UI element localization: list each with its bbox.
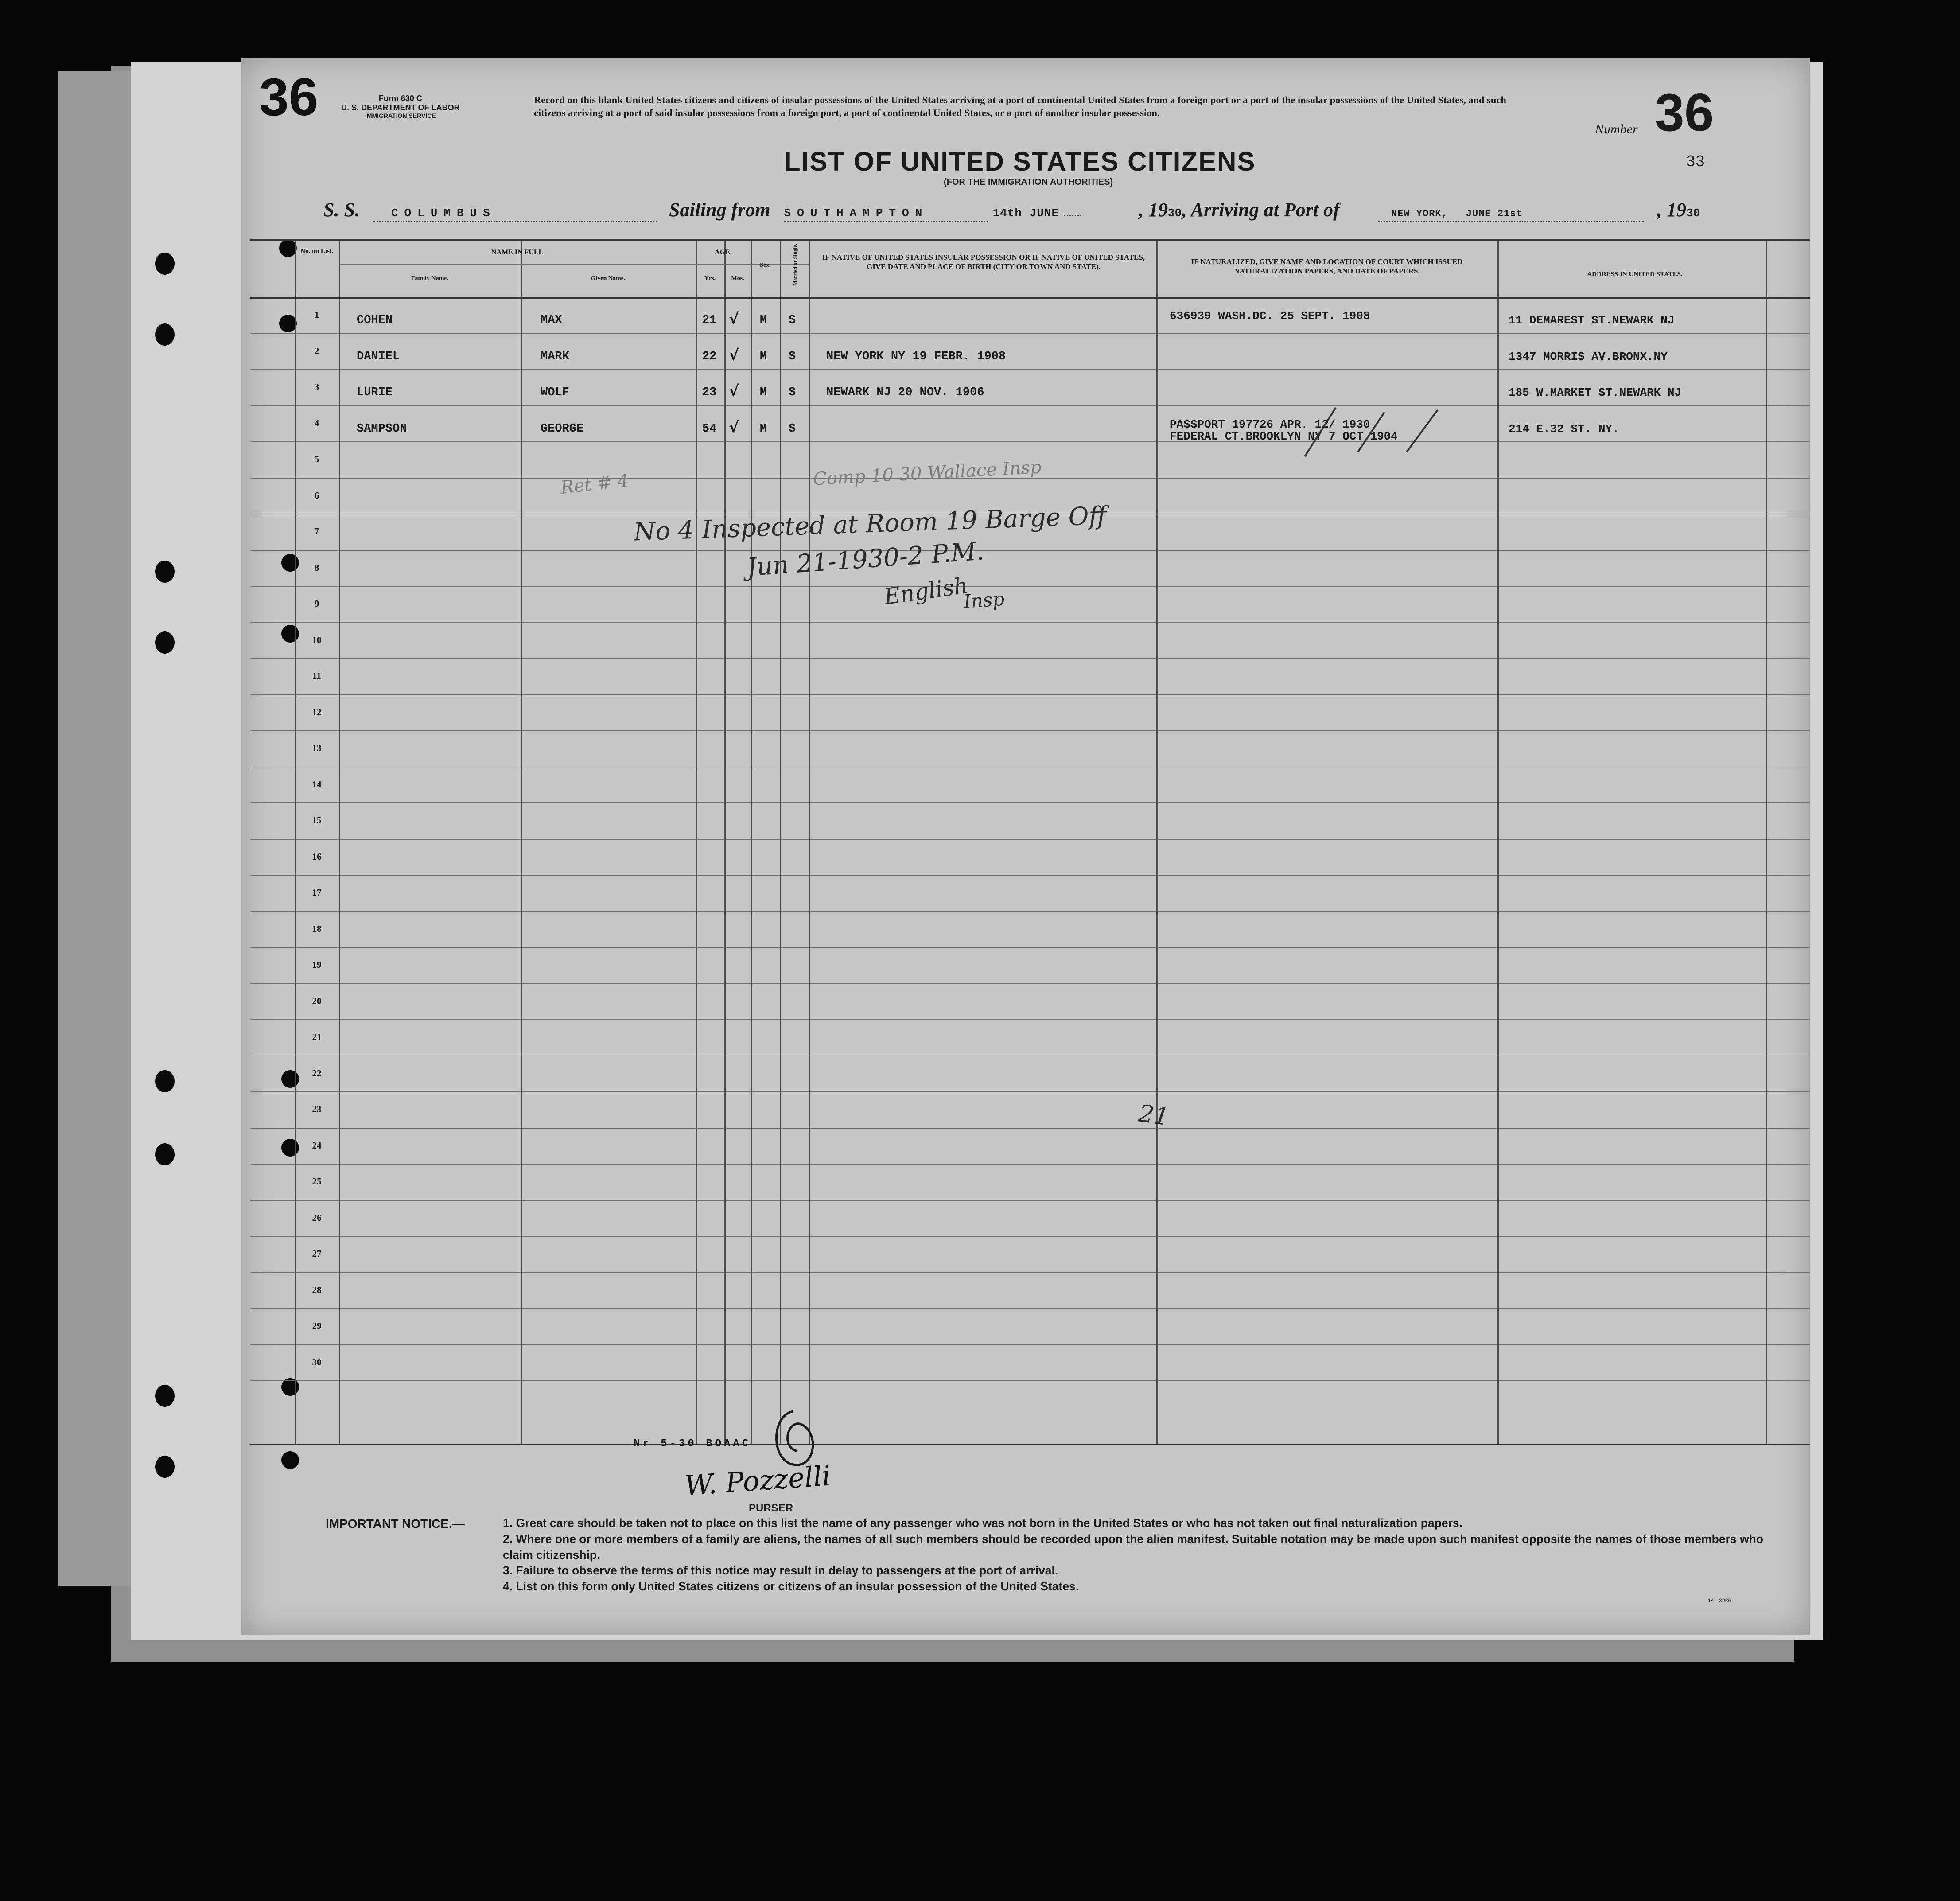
- col-divider: [751, 239, 752, 1445]
- age-years: 22: [702, 350, 717, 363]
- birth-info: NEW YORK NY 19 FEBR. 1908: [826, 350, 1006, 363]
- family-name: SAMPSON: [357, 422, 407, 436]
- row-number: 26: [312, 1212, 322, 1223]
- col-header-age: AGE.: [715, 249, 732, 256]
- arriving-year: 30: [1686, 206, 1700, 220]
- row-number: 1: [314, 309, 319, 320]
- row-divider: [250, 983, 1810, 984]
- row-divider: [250, 369, 1810, 370]
- sailing-year: 30: [1168, 206, 1182, 220]
- given-name: MAX: [541, 314, 562, 327]
- row-number: 2: [314, 345, 319, 356]
- col-header-married: Married or Single.: [792, 244, 798, 286]
- table-top-border: [250, 239, 1810, 241]
- table-bottom-border: [250, 1444, 1810, 1445]
- col-divider: [696, 239, 697, 1445]
- age-months: √: [729, 418, 739, 436]
- row-number: 15: [312, 815, 322, 826]
- row-divider: [250, 1344, 1810, 1345]
- row-number: 19: [312, 959, 322, 970]
- row-divider: [250, 694, 1810, 695]
- col-header-birth: IF NATIVE OF UNITED STATES INSULAR POSSESSION OR IF NATIVE OF UNITED STATES, GIVE DATE AND PLACE OF BIRTH (CITY OR TOWN AND STATE).: [822, 253, 1145, 271]
- sailing-port: SOUTHAMPTON: [784, 206, 929, 220]
- sailing-line: [669, 199, 1081, 222]
- naturalization-info-2: FEDERAL CT.BROOKLYN NY 7 OCT.1904: [1170, 429, 1398, 443]
- marital-status: S: [789, 386, 796, 399]
- subheader-line: [339, 264, 809, 265]
- sex: M: [760, 314, 767, 327]
- given-name: GEORGE: [541, 422, 584, 436]
- stamp-code: Nr 5-30 BOAAC: [634, 1438, 751, 1450]
- col-header-given: Given Name.: [591, 275, 626, 282]
- family-name: DANIEL: [357, 350, 400, 363]
- row-number: 5: [314, 454, 319, 464]
- age-months: √: [729, 346, 739, 364]
- binder-hole: [155, 1456, 175, 1478]
- header-bottom-border: [250, 297, 1810, 299]
- row-number: 3: [314, 382, 319, 392]
- row-number: 28: [312, 1284, 322, 1295]
- language-annotation: English: [882, 573, 970, 610]
- row-number: 16: [312, 851, 322, 862]
- arriving-label: Arriving at Port of: [1190, 199, 1340, 221]
- arriving-port: NEW YORK,: [1391, 208, 1448, 219]
- marital-status: S: [789, 350, 796, 363]
- row-divider: [250, 1164, 1810, 1165]
- binder-hole: [155, 1385, 175, 1407]
- row-number: 11: [312, 670, 321, 681]
- row-number: 12: [312, 706, 322, 717]
- department-name: U. S. DEPARTMENT OF LABOR: [341, 103, 460, 112]
- inspection-annotation: No 4 Inspected at Room 19 Barge Off: [633, 501, 1107, 547]
- sailing-label: Sailing from: [669, 199, 770, 221]
- naturalization-info: 636939 WASH.DC. 25 SEPT. 1908: [1170, 309, 1370, 323]
- row-number: 13: [312, 743, 322, 753]
- year-prefix: 19: [1667, 199, 1686, 221]
- row-divider: [250, 586, 1810, 587]
- col-divider: [1156, 239, 1158, 1445]
- row-number: 27: [312, 1248, 322, 1259]
- notice-item: 1. Great care should be taken not to place on this list the name of any passenger who was not born in the United States or who has not taken out final naturalization papers.: [503, 1516, 1462, 1530]
- row-divider: [250, 333, 1810, 334]
- col-header-naturalized: IF NATURALIZED, GIVE NAME AND LOCATION OF COURT WHICH ISSUED NATURALIZATION PAPERS, AND DATE OF PAPERS.: [1191, 257, 1463, 276]
- purser-signature: W. Pozzelli: [683, 1459, 832, 1502]
- arriving-field: [1378, 199, 1644, 222]
- row-divider: [250, 658, 1810, 659]
- col-header-sex: Sex.: [760, 262, 771, 269]
- page-subtitle: (FOR THE IMMIGRATION AUTHORITIES): [944, 177, 1113, 187]
- binder-hole: [155, 631, 175, 654]
- form-instructions: Record on this blank United States citizens and citizens of insular possessions of the United States arriving at a port of continental United States from a foreign port or a port of the insular possessions of the United States, and such citizens arriving at a port of said insular possessions from a foreign port, a port of continental United States, or a port of another insular possession.: [534, 94, 1506, 118]
- row-divider: [250, 1380, 1810, 1381]
- row-divider: [250, 730, 1810, 731]
- us-address: 11 DEMAREST ST.NEWARK NJ: [1509, 314, 1675, 327]
- service-name: IMMIGRATION SERVICE: [365, 112, 436, 120]
- binder-hole: [155, 1143, 175, 1165]
- purser-label: PURSER: [749, 1502, 793, 1514]
- row-divider: [250, 839, 1810, 840]
- ship-field: [373, 199, 657, 222]
- age-years: 23: [702, 386, 717, 399]
- form-number: Form 630 C: [378, 94, 422, 103]
- binder-hole: [155, 323, 175, 346]
- comp-annotation: Comp 10 30 Wallace Insp: [813, 457, 1042, 490]
- binder-hole: [155, 561, 175, 583]
- ret-annotation: Ret # 4: [560, 471, 630, 498]
- sailing-year-line: [1139, 199, 1340, 221]
- row-divider: [250, 1236, 1810, 1237]
- row-divider: [250, 1091, 1810, 1092]
- notice-list: [503, 1515, 1788, 1595]
- row-number: 17: [312, 887, 322, 898]
- row-divider: [250, 1128, 1810, 1129]
- row-divider: [250, 911, 1810, 912]
- row-number: 6: [314, 490, 319, 501]
- page-title: LIST OF UNITED STATES CITIZENS: [784, 147, 1256, 176]
- row-number: 23: [312, 1104, 322, 1114]
- row-divider: [250, 622, 1810, 623]
- sex: M: [760, 422, 767, 436]
- row-divider: [250, 405, 1810, 406]
- age-months: √: [729, 382, 739, 400]
- binder-hole: [155, 253, 175, 275]
- age-years: 21: [702, 314, 717, 327]
- row-divider: [250, 550, 1810, 551]
- sub-number: 33: [1686, 153, 1705, 171]
- us-address: 214 E.32 ST. NY.: [1509, 422, 1619, 436]
- naturalization-info: PASSPORT 197726 APR. 12/ 1930: [1170, 417, 1370, 431]
- number-label: Number: [1595, 122, 1638, 136]
- age-months: √: [729, 310, 739, 328]
- col-divider: [809, 239, 810, 1445]
- row-divider: [250, 802, 1810, 803]
- row-number: 29: [312, 1321, 322, 1331]
- col-header-address: ADDRESS IN UNITED STATES.: [1587, 271, 1683, 278]
- row-divider: [250, 1308, 1810, 1309]
- page-mark: 21: [1136, 1099, 1171, 1131]
- row-divider: [250, 947, 1810, 948]
- row-number: 14: [312, 779, 322, 790]
- sex: M: [760, 350, 767, 363]
- col-divider: [339, 239, 340, 1445]
- row-number: 20: [312, 995, 322, 1006]
- col-divider: [724, 239, 726, 1445]
- row-number: 10: [312, 634, 322, 645]
- arriving-year-line: [1657, 199, 1700, 221]
- col-header-mos: Mos.: [731, 275, 744, 282]
- row-divider: [250, 1019, 1810, 1020]
- row-divider: [250, 875, 1810, 876]
- check-marks: [1296, 399, 1473, 461]
- col-divider: [780, 239, 781, 1445]
- col-header-family: Family Name.: [411, 275, 448, 282]
- col-header-yrs: Yrs.: [704, 275, 716, 282]
- ship-name: COLUMBUS: [391, 206, 496, 220]
- arriving-date: JUNE 21st: [1466, 208, 1523, 219]
- row-number: 22: [312, 1067, 322, 1079]
- binder-hole: [155, 1070, 175, 1092]
- given-name: MARK: [541, 350, 569, 363]
- sailing-from-field: [784, 199, 988, 222]
- us-address: 1347 MORRIS AV.BRONX.NY: [1509, 350, 1668, 363]
- inspector-annotation: Insp: [963, 588, 1005, 613]
- print-code: 14—8936: [1708, 1597, 1731, 1604]
- row-number: 18: [312, 923, 322, 934]
- marital-status: S: [789, 314, 796, 327]
- col-header-name: NAME IN FULL: [491, 249, 544, 256]
- family-name: LURIE: [357, 386, 393, 399]
- sailing-date: 14th JUNE: [992, 206, 1059, 220]
- col-divider: [1766, 239, 1767, 1445]
- birth-info: NEWARK NJ 20 NOV. 1906: [826, 386, 984, 399]
- row-number: 9: [314, 598, 319, 609]
- row-divider: [250, 1200, 1810, 1201]
- list-number: 36: [1655, 83, 1714, 142]
- manifest-table: [250, 239, 1810, 1445]
- given-name: WOLF: [541, 386, 569, 399]
- comma: ,: [1657, 199, 1667, 221]
- us-address: 185 W.MARKET ST.NEWARK NJ: [1509, 386, 1682, 399]
- row-divider: [250, 441, 1810, 442]
- notice-item: 3. Failure to observe the terms of this notice may result in delay to passengers at the port of arrival.: [503, 1564, 1058, 1578]
- voyage-line: [323, 199, 657, 222]
- comma: ,: [1182, 199, 1191, 221]
- col-divider: [295, 239, 296, 1445]
- notice-item: 4. List on this form only United States citizens or citizens of an insular possession of the United States.: [503, 1580, 1079, 1593]
- binder-hole: [281, 1451, 299, 1469]
- age-years: 54: [702, 422, 717, 436]
- row-divider: [250, 1272, 1810, 1273]
- row-number: 4: [314, 417, 319, 429]
- col-header-no: No. on List.: [300, 248, 334, 255]
- row-number: 8: [314, 562, 319, 573]
- col-divider: [1497, 239, 1499, 1445]
- family-name: COHEN: [357, 314, 393, 327]
- row-number: 21: [312, 1032, 322, 1042]
- marital-status: S: [789, 422, 796, 436]
- row-number: 30: [312, 1356, 322, 1367]
- corner-mark: 36: [259, 67, 319, 127]
- comma: ,: [1139, 199, 1148, 221]
- arriving-line: [1378, 199, 1644, 222]
- form-id: [341, 94, 460, 119]
- ss-label: S. S.: [323, 199, 360, 221]
- sex: M: [760, 386, 767, 399]
- year-prefix: 19: [1148, 199, 1168, 221]
- row-number: 25: [312, 1176, 322, 1187]
- row-number: 24: [312, 1140, 322, 1151]
- notice-lead: IMPORTANT NOTICE.—: [326, 1517, 465, 1531]
- row-number: 7: [314, 526, 319, 537]
- notice-item: 2. Where one or more members of a family are aliens, the names of all such members should be recorded upon the alien manifest. Suitable notation may be made upon such manifest opposite the names of those members who claim citizenship.: [503, 1532, 1763, 1562]
- inspection-date-annotation: Jun 21-1930-2 P.M.: [746, 537, 985, 582]
- col-divider: [521, 239, 522, 1445]
- date-gap: [1064, 215, 1081, 216]
